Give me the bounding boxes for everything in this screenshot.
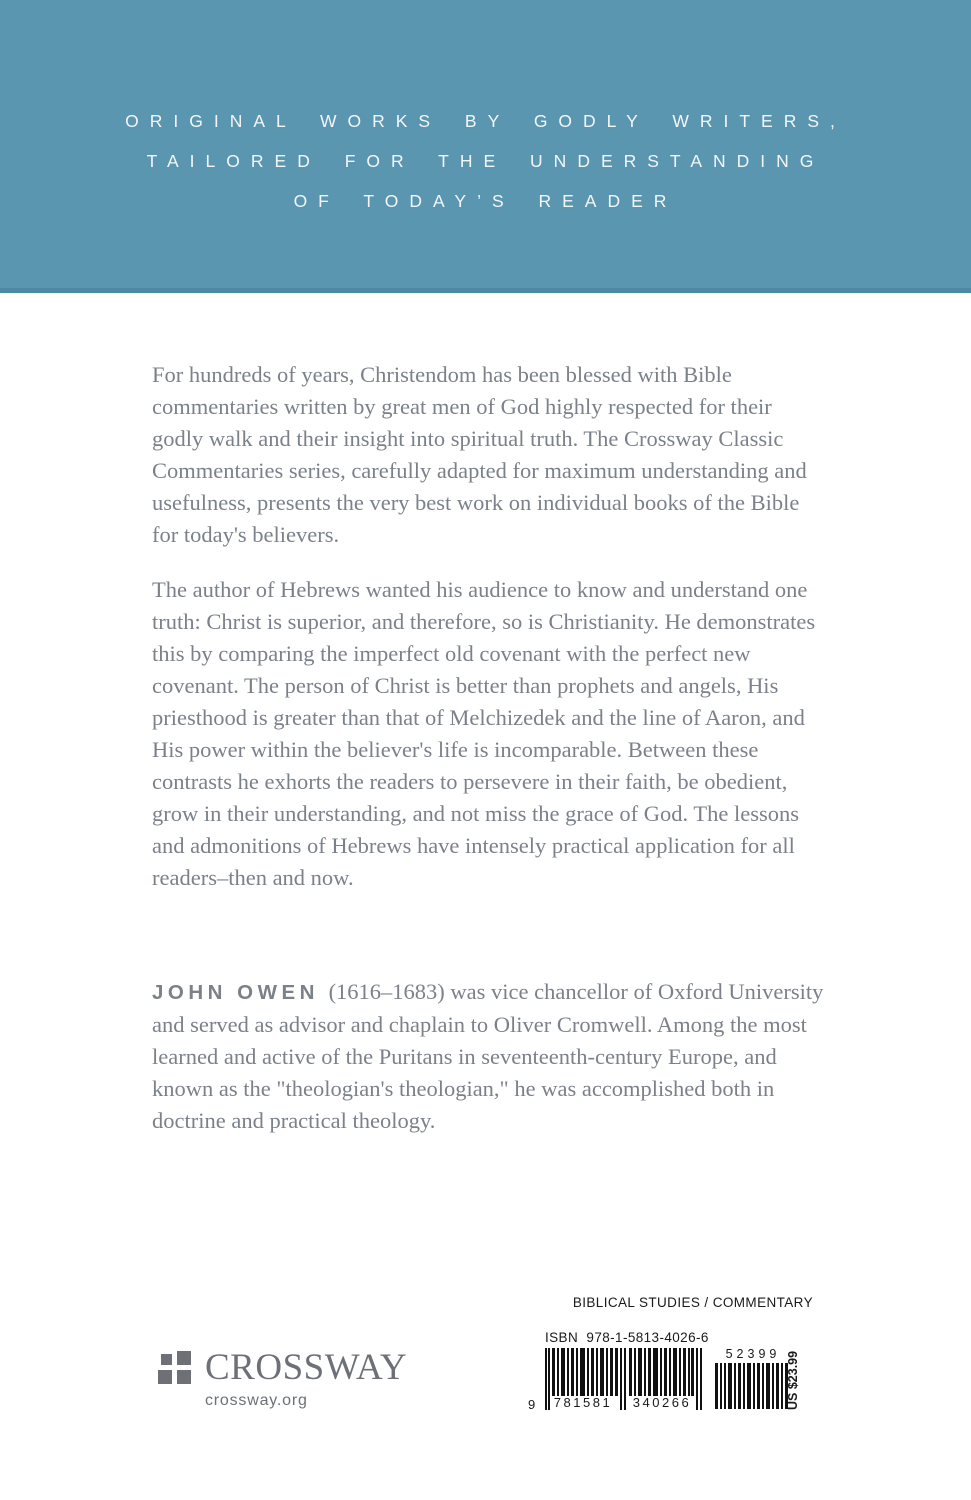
crossway-logo-icon xyxy=(158,1351,191,1384)
series-description: For hundreds of years, Christendom has been blessed with Bible commentaries written by great men of God highly respected for their godly walk and their insight into spiritual truth. The Crossway Classic Commentaries series, carefully adapted for maximum understanding and usefulness, presents the very best work on individual books of the Bible for today's believers. xyxy=(152,362,807,547)
publisher-website: crossway.org xyxy=(205,1392,308,1409)
category-label: BIBLICAL STUDIES / COMMENTARY xyxy=(572,1295,813,1310)
author-bio xyxy=(152,976,824,1137)
author-bio-text: (1616–1683) was vice chancellor of Oxford University and served as advisor and chaplain to Oliver Cromwell. Among the most learned and active of the Puritans in seventeenth-century Europe, and known as the "theologian's theologian," he was accomplished both in doctrine and practical theology. xyxy=(152,979,824,1133)
supplement-digits: 52399 xyxy=(725,1347,781,1361)
tagline-line-2: TAILORED FOR THE UNDERSTANDING xyxy=(146,151,825,171)
price-label: US $23.99 xyxy=(786,1350,800,1410)
barcode-block xyxy=(528,1330,820,1412)
barcode-digits-left: 781581 xyxy=(551,1396,615,1410)
author-name: JOHN OWEN xyxy=(152,981,319,1004)
tagline-banner xyxy=(0,0,971,293)
book-description: The author of Hebrews wanted his audience to know and understand one truth: Christ is superior, and therefore, so is Christianity. He demonstrates this by comparing the imperfect old covenant with the perfect new covenant. The person of Christ is better than prophets and angels, His priesthood is greater than that of Melchizedek and the line of Aaron, and His power within the believer's life is incomparable. Between these contrasts he exhorts the readers to persevere in their faith, be obedient, grow in their understanding, and not miss the grace of God. The lessons and admonitions of Hebrews have intensely practical application for all readers–then and now. xyxy=(152,577,816,890)
tagline xyxy=(0,101,971,221)
ean-barcode-icon xyxy=(545,1348,702,1410)
tagline-line-1: ORIGINAL WORKS BY GODLY WRITERS, xyxy=(125,111,846,131)
barcode-row xyxy=(528,1348,820,1412)
barcode-digits-right: 340266 xyxy=(632,1395,692,1410)
tagline-line-3: OF TODAY’S READER xyxy=(293,191,678,211)
publisher-block xyxy=(158,1347,408,1410)
supplement-barcode-icon xyxy=(715,1348,791,1410)
barcode-lead-digit: 9 xyxy=(528,1397,536,1412)
publisher-name: CROSSWAY xyxy=(205,1347,408,1388)
publisher-logo xyxy=(158,1347,408,1388)
isbn-label: ISBN 978-1-5813-4026-6 xyxy=(545,1330,709,1345)
